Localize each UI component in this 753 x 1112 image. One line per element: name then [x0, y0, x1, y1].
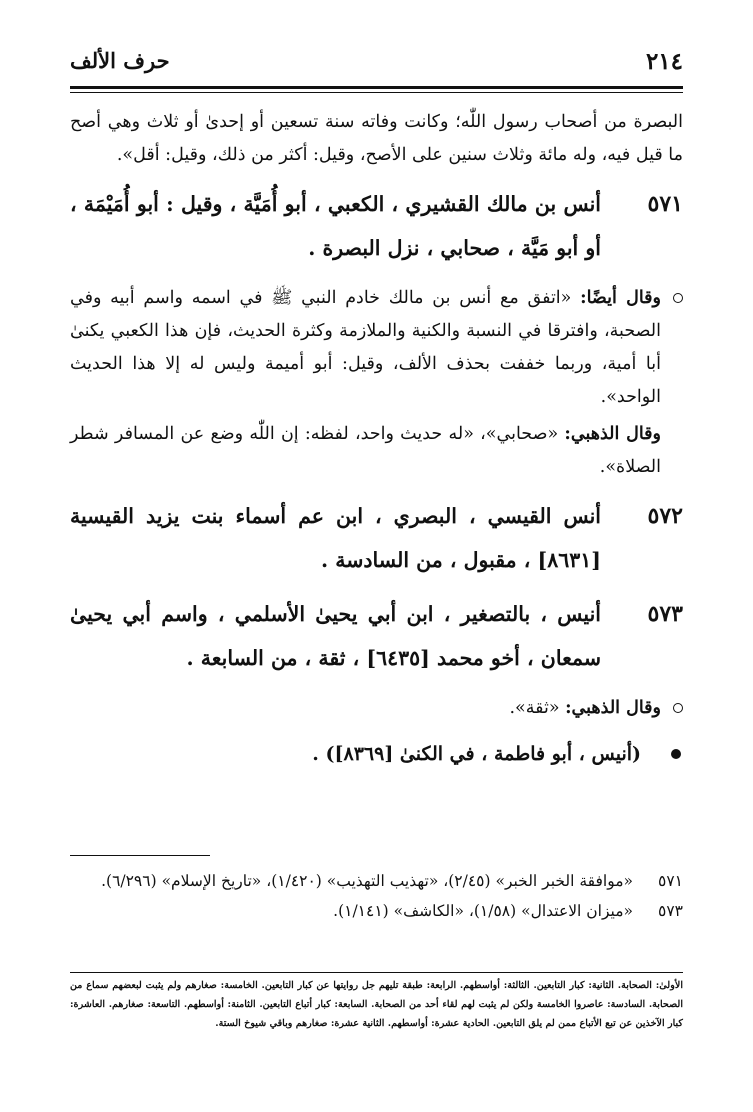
note-573-1: [70, 692, 683, 725]
note-571-2: [70, 418, 683, 484]
entry-text: أنس بن مالك القشيري ، الكعبي ، أبو أُمَيَّة ، وقيل : أبو أُمَيْمَة ، أو أبو مَيَّة ، صحابي ، نزل البصرة .: [70, 192, 601, 260]
note-lead: وقال الذهبي:: [565, 698, 661, 718]
hollow-circle-icon: [673, 293, 683, 303]
note-lead: وقال الذهبي:: [564, 424, 661, 444]
footnote-571: [70, 866, 683, 896]
filled-bullet-icon: [671, 749, 681, 759]
footnotes: [70, 866, 683, 926]
header-rule-thick: [70, 86, 683, 89]
header-rule-thin: [70, 92, 683, 93]
entry-text: أنس القيسي ، البصري ، ابن عم أسماء بنت يزيد القيسية [٨٦٣١] ، مقبول ، من السادسة .: [70, 504, 601, 572]
page-number: ٢١٤: [645, 48, 683, 75]
cross-reference-text: (أنيس ، أبو فاطمة ، في الكنىٰ [٨٣٦٩]) .: [312, 743, 641, 765]
note-571-1: [70, 282, 683, 414]
main-text: [70, 106, 683, 775]
footnote-text: «ميزان الاعتدال» (١/٥٨)، «الكاشف» (١/١٤١).: [333, 902, 633, 920]
entry-number: ٥٧٢: [647, 503, 683, 529]
entry-573: [70, 592, 683, 680]
footnote-separator: [70, 855, 210, 856]
entry-number: ٥٧٣: [647, 601, 683, 627]
note-text: «صحابي»، «له حديث واحد، لفظه: إن اللّٰه وضع عن المسافر شطر الصلاة».: [70, 424, 661, 477]
note-text: «اتفق مع أنس بن مالك خادم النبي ﷺ في اسمه واسم أبيه وفي الصحبة، وافترقا في النسبة والكنية والملازمة وكثرة الحديث، فإن هذا الكعبي يكنىٰ أبا أمية، وربما خففت بحذف الألف، وقيل: أبو أميمة وليس له إلا هذا الحديث الواحد».: [70, 288, 661, 407]
footnote-text: «موافقة الخبر الخبر» (٢/٤٥)، «تهذيب التهذيب» (١/٤٢٠)، «تاريخ الإسلام» (٦/٢٩٦).: [101, 872, 633, 890]
cross-reference: [70, 733, 683, 775]
entry-number: ٥٧١: [647, 191, 683, 217]
entry-571: [70, 182, 683, 270]
note-text: «ثقة».: [509, 698, 566, 718]
continuation-paragraph: البصرة من أصحاب رسول اللّٰه؛ وكانت وفاته سنة تسعين أو إحدىٰ أو ثلاث وهي أصح ما قيل فيه، وله مائة وثلاث سنين على الأصح، وقيل: أكثر من ذلك، وقيل: أقل».: [70, 112, 683, 165]
running-title: حرف الألف: [70, 48, 170, 73]
entry-text: أنيس ، بالتصغير ، ابن أبي يحيىٰ الأسلمي ، واسم أبي يحيىٰ سمعان ، أخو محمد [٦٤٣٥] ، ثقة ، من السابعة .: [70, 602, 601, 670]
hollow-circle-icon: [673, 703, 683, 713]
footnote-number: ٥٧٣: [658, 902, 683, 920]
page-header: [70, 44, 683, 78]
footnote-573: [70, 896, 683, 926]
note-lead: وقال أيضًا:: [580, 288, 661, 308]
tabaqat-legend: الأولىٰ: الصحابة. الثانية: كبار التابعين. الثالثة: أواسطهم. الرابعة: طبقة تليهم جل روايتها عن كبار التابعين. الخامسة: صغارهم ولم يثبت لبعضهم سماع من الصحابة. السادسة: عاصروا الخامسة ولكن لم يثبت لهم لقاء أحد من الصحابة. السابعة: كبار أتباع التابعين. الثامنة: أواسطهم. التاسعة: صغارهم. العاشرة: كبار الآخذين عن تبع الأتباع ممن لم يلق التابعين. الحادية عشرة: أواسطهم. الثانية عشرة: صغارهم وباقي شيوخ الستة.: [70, 980, 683, 1029]
footnote-number: ٥٧١: [658, 872, 683, 890]
entry-572: [70, 494, 683, 582]
legend-rule: [70, 972, 683, 973]
